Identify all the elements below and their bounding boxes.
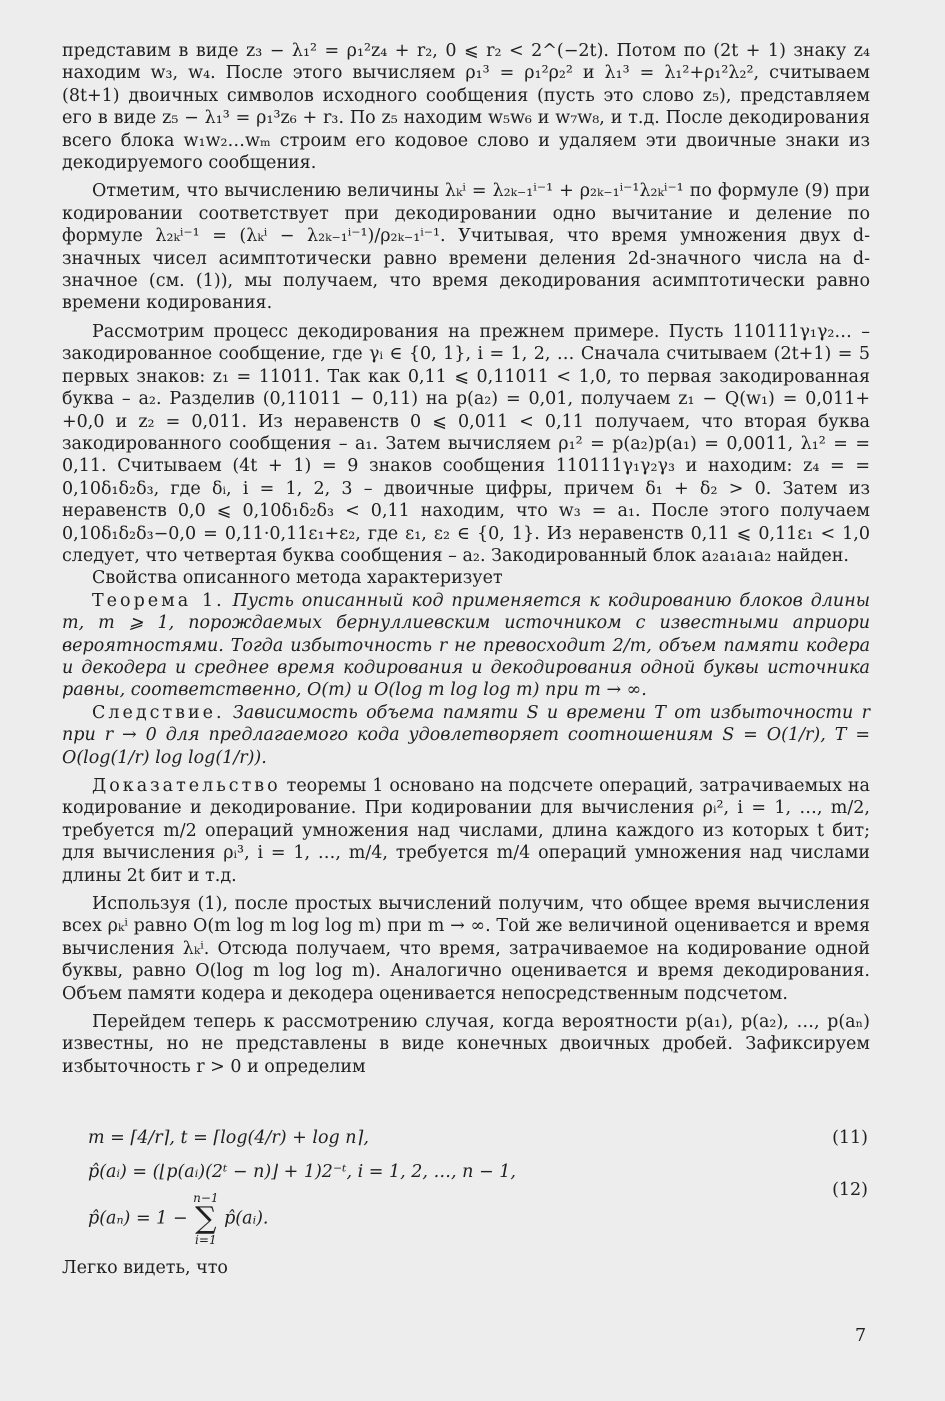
paragraph-9: Перейдем теперь к рассмотрению случая, когда вероятности p(a₁), p(a₂), …, p(aₙ) известны, но не представлены в виде конечных двоичных дробей. Зафиксируем избыточность r > 0 и определим: [62, 1012, 870, 1077]
equation-11-line-2: p̂(aᵢ) = (⌊p(aᵢ)(2ᵗ − n)⌋ + 1)2⁻ᵗ, i = 1, 2, …, n − 1,: [88, 1162, 516, 1182]
paragraph-1: представим в виде z₃ − λ₁² = ρ₁²z₄ + r₂, 0 ⩽ r₂ < 2^(−2t). Потом по (2t + 1) знаку z₄ находим w₃, w₄. После этого вычисляем ρ₁³ = ρ₁²ρ₂² и λ₁³ = λ₁²+ρ₁²λ₂², считываем (8t+1) двоичных символов исходного сообщения (пусть это слово z₅), представляем его в виде z₅ − λ₁³ = ρ₁³z₆ + r₃. По z₅ находим w₅w₆ и w₇w₈, и т.д. После декодирования всего блока w₁w₂…wₘ строим его кодовое слово и удаляем эти двоичные знаки из декодируемого сообщения.: [62, 41, 870, 174]
sum-upper-limit: n−1: [193, 1191, 219, 1205]
equation-number-12: (12): [832, 1180, 868, 1200]
paragraph-4: Свойства описанного метода характеризует: [92, 568, 503, 589]
paragraph-8: Используя (1), после простых вычислений получим, что общее время вычисления всех ρₖⁱ равно O(m log m log log m) при m → ∞. Той же величиной оценивается и время вычисления λₖⁱ. Отсюда получаем, что время, затрачиваемое на кодирование одной буквы, равно O(log m log log m). Аналогично оценивается и время декодирования. Объем памяти кодера и декодера оценивается непосредственным подсчетом.: [62, 894, 870, 1004]
theorem-1: [62, 590, 870, 702]
equation-12: [88, 1192, 268, 1246]
equation-12-lhs: p̂(aₙ) = 1 −: [88, 1208, 188, 1229]
closing-line: Легко видеть, что: [62, 1258, 228, 1278]
theorem-text: Пусть описанный код применяется к кодированию блоков длины m, m ⩾ 1, порождаемых бернуллиевским источником с известными априори вероятностями. Тогда избыточность r не превосходит 2/m, объем памяти кодера и декодера и среднее время кодирования и декодирования одной буквы источника равны, соответственно, O(m) и O(log m log log m) при m → ∞.: [62, 590, 870, 701]
paragraph-3: Рассмотрим процесс декодирования на прежнем примере. Пусть 110111γ₁γ₂… – закодированное сообщение, где γᵢ ∈ {0, 1}, i = 1, 2, … Сначала считываем (2t+1) = 5 первых знаков: z₁ = 11011. Так как 0,11 ⩽ 0,11011 < 1,0, то первая закодированная буква – a₂. Разделив (0,11011 − 0,11) на p(a₂) = 0,01, получаем z₁ − Q(w₁) = 0,011+ +0,0 и z₂ = 0,011. Из неравенств 0 ⩽ 0,011 < 0,11 получаем, что вторая буква закодированного сообщения – a₁. Затем вычисляем ρ₁² = p(a₂)p(a₁) = 0,0011, λ₁² = = 0,11. Считываем (4t + 1) = 9 знаков сообщения 110111γ₁γ₂γ₃ и находим: z₄ = = 0,10δ₁δ₂δ₃, где δᵢ, i = 1, 2, 3 – двоичные цифры, причем δ₁ + δ₂ > 0. Затем из неравенств 0,0 ⩽ 0,10δ₁δ₂δ₃ < 0,11 находим, что w₃ = a₁. После этого получаем 0,10δ₁δ₂δ₃−0,0 = 0,11·0,11ε₁+ε₂, где ε₁, ε₂ ∈ {0, 1}. Из неравенств 0,11 ⩽ 0,11ε₁ < 1,0 следует, что четвертая буква сообщения – a₂. Закодированный блок a₂a₁a₁a₂ найден.: [62, 321, 870, 566]
proof-text: теоремы 1 основано на подсчете операций, затрачиваемых на кодирование и декодирование. При кодировании для вычисления ρᵢ², i = 1, …, m/2, требуется m/2 операций умножения над числами, длина каждого из которых t бит; для вычисления ρᵢ³, i = 1, …, m/4, требуется m/4 операций умножения над числами длины 2t бит и т.д.: [62, 776, 870, 886]
corollary: [62, 702, 870, 769]
equation-number-11: (11): [832, 1128, 868, 1148]
text-body: [62, 40, 870, 1078]
corollary-text: Зависимость объема памяти S и времени T от избыточности r при r → 0 для предлагаемого кода удовлетворяет соотношениям S = O(1/r), T = O(log(1/r) log log(1/r)).: [62, 702, 870, 768]
sum-lower-limit: i=1: [195, 1233, 217, 1247]
proof-label: Доказательство: [92, 776, 281, 796]
proof: [62, 775, 870, 887]
equation-12-rhs: p̂(aᵢ).: [224, 1208, 269, 1229]
paragraph-2: Отметим, что вычислению величины λₖⁱ = λ₂ₖ₋₁ⁱ⁻¹ + ρ₂ₖ₋₁ⁱ⁻¹λ₂ₖⁱ⁻¹ по формуле (9) при кодировании соответствует при декодировании одно вычитание и деление по формуле λ₂ₖⁱ⁻¹ = (λₖⁱ − λ₂ₖ₋₁ⁱ⁻¹)/ρ₂ₖ₋₁ⁱ⁻¹. Учитывая, что время умножения двух d-значных чисел асимптотически равно времени деления 2d-значного числа на d-значное (см. (1)), мы получаем, что время декодирования асимптотически равно времени кодирования.: [62, 181, 870, 314]
theorem-label: Теорема 1.: [92, 590, 225, 611]
sum-symbol: n−1 ∑ i=1: [193, 1191, 219, 1247]
corollary-label: Следствие.: [92, 702, 225, 723]
page-number: 7: [855, 1326, 867, 1346]
equation-11-line-1: m = ⌈4/r⌉, t = ⌈log(4/r) + log n⌉,: [88, 1128, 369, 1148]
